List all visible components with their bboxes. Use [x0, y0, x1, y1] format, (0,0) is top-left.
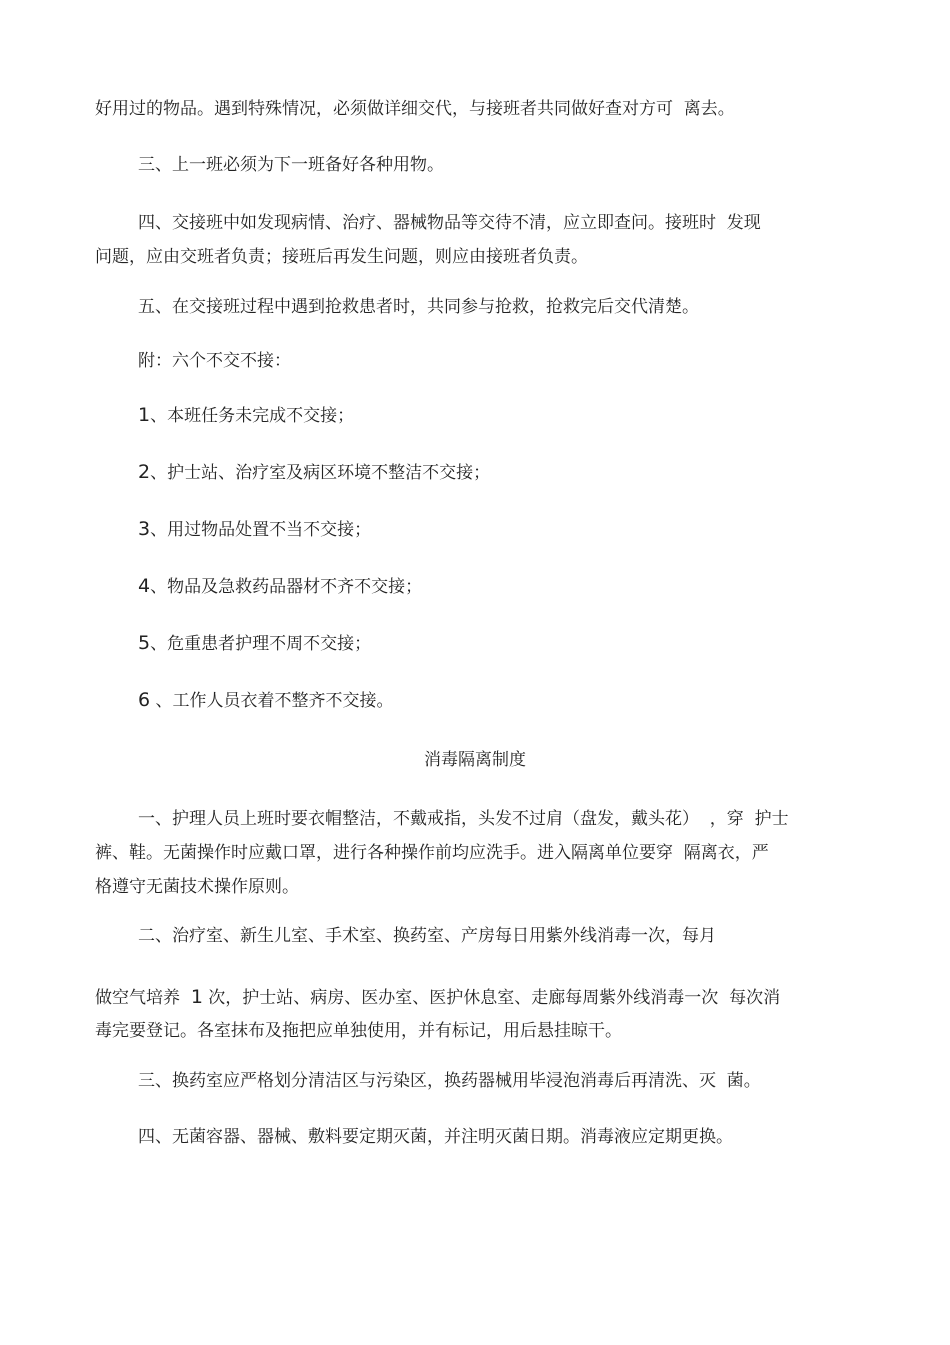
- disinfection-rule-4: 四、无菌容器、器械、敷料要定期灭菌，并注明灭菌日期。消毒液应定期更换。: [138, 1127, 733, 1147]
- item-text: 、护士站、治疗室及病区环境不整洁不交接；: [150, 463, 491, 483]
- item-text: 、危重患者护理不周不交接；: [150, 634, 372, 654]
- disinfection-rule-1-line-1: 一、护理人员上班时要衣帽整洁，不戴戒指，头发不过肩（盘发，戴头花） ，穿 护士: [138, 809, 789, 829]
- appendix-item: [138, 457, 898, 488]
- appendix-title: 附：六个不交不接：: [138, 351, 291, 371]
- appendix-item: [138, 514, 898, 545]
- appendix-item: [138, 628, 898, 659]
- item-number: 2: [138, 461, 151, 483]
- item-number: 4: [138, 575, 151, 597]
- item-text: 、本班任务未完成不交接；: [150, 406, 355, 426]
- item-text: 、物品及急救药品器材不齐不交接；: [150, 577, 423, 597]
- disinfection-rule-3: 三、换药室应严格划分清洁区与污染区，换药器械用毕浸泡消毒后再清洗、灭 菌。: [138, 1071, 761, 1091]
- item-number: 3: [138, 518, 151, 540]
- disinfection-rule-2-line-1: 二、治疗室、新生儿室、手术室、换药室、产房每日用紫外线消毒一次，每月: [138, 926, 716, 946]
- appendix-item: [138, 685, 898, 716]
- handover-continuation: 好用过的物品。遇到特殊情况，必须做详细交代，与接班者共同做好查对方可 离去。: [95, 99, 735, 119]
- disinfection-rule-2-line-2: [95, 982, 855, 1013]
- count-number: 1: [190, 986, 203, 1008]
- item-text: 、工作人员衣着不整齐不交接。: [150, 691, 394, 711]
- item-text: 、用过物品处置不当不交接；: [150, 520, 372, 540]
- appendix-item: [138, 400, 898, 431]
- item-number: 1: [138, 404, 151, 426]
- section-title: 消毒隔离制度: [424, 750, 526, 770]
- appendix-item: [138, 571, 898, 602]
- disinfection-rule-2-line-3: 毒完要登记。各室抹布及拖把应单独使用，并有标记，用后悬挂晾干。: [95, 1021, 622, 1041]
- handover-rule-3: 三、上一班必须为下一班备好各种用物。: [138, 155, 444, 175]
- text-fragment: 次，护士站、病房、医办室、医护休息室、走廊每周紫外线消毒一次 每次消: [202, 988, 781, 1008]
- item-number: 6: [138, 689, 151, 711]
- text-fragment: 做空气培养: [95, 988, 191, 1008]
- handover-rule-5: 五、在交接班过程中遇到抢救患者时，共同参与抢救，抢救完后交代清楚。: [138, 297, 699, 317]
- handover-rule-4-line-1: 四、交接班中如发现病情、治疗、器械物品等交待不清，应立即查问。接班时 发现: [138, 213, 761, 233]
- disinfection-rule-1-line-2: 裤、鞋。无菌操作时应戴口罩，进行各种操作前均应洗手。进入隔离单位要穿 隔离衣，严: [95, 843, 769, 863]
- item-number: 5: [138, 632, 151, 654]
- disinfection-rule-1-line-3: 格遵守无菌技术操作原则。: [95, 877, 299, 897]
- handover-rule-4-line-2: 问题，应由交班者负责；接班后再发生问题，则应由接班者负责。: [95, 247, 588, 267]
